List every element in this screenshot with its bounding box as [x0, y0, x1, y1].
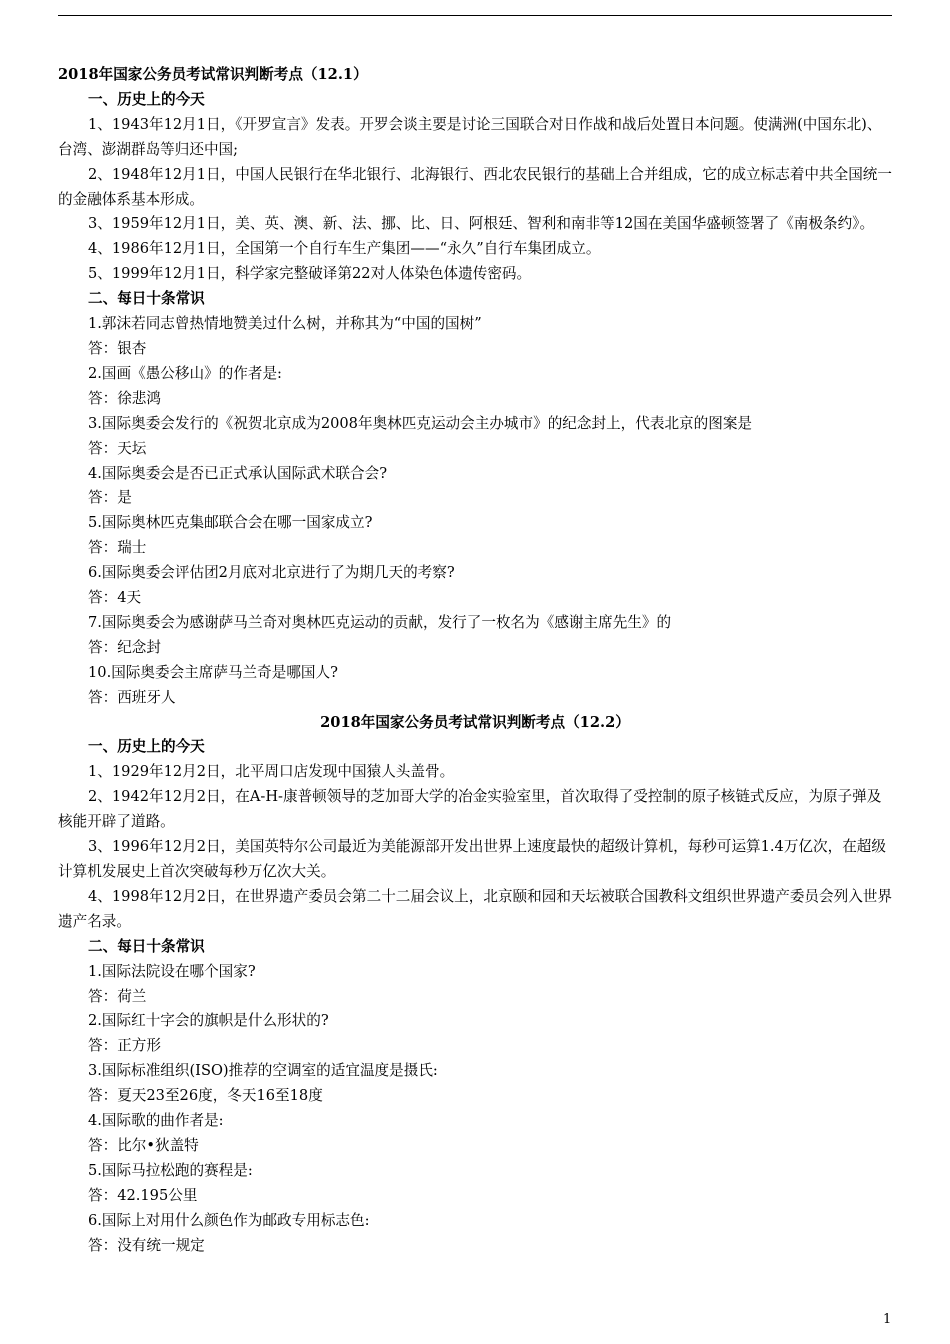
history-item: 5、1999年12月1日，科学家完整破译第22对人体染色体遗传密码。 [88, 265, 532, 283]
answer: 答：天坛 [88, 439, 147, 457]
page-number: 1 [883, 1312, 892, 1327]
section-1-history-heading: 一、历史上的今天 [88, 90, 205, 108]
question: 4.国际奥委会是否已正式承认国际武术联合会? [88, 464, 388, 482]
answer: 答：荷兰 [88, 987, 147, 1005]
question: 6.国际奥委会评估团2月底对北京进行了为期几天的考察? [88, 564, 455, 582]
answer: 答：徐悲鸿 [88, 389, 161, 407]
answer: 答：银杏 [88, 339, 147, 357]
header-rule [58, 15, 892, 16]
section-2-daily-heading: 二、每日十条常识 [88, 937, 205, 955]
section-1-title: 2018年国家公务员考试常识判断考点（12.1） [58, 66, 368, 83]
answer: 答：没有统一规定 [88, 1236, 205, 1254]
question: 5.国际奥林匹克集邮联合会在哪一国家成立? [88, 514, 373, 532]
answer: 答：42.195公里 [88, 1186, 198, 1204]
section-2-history-heading: 一、历史上的今天 [88, 738, 205, 756]
question: 6.国际上对用什么颜色作为邮政专用标志色: [88, 1211, 370, 1229]
document-body [58, 63, 892, 1259]
history-item: 2、1948年12月1日，中国人民银行在华北银行、北海银行、西北农民银行的基础上合并组成，它的成立标志着中共全国统一的金融体系基本形成。 [58, 165, 892, 208]
answer: 答：瑞士 [88, 539, 147, 557]
answer: 答：4天 [88, 589, 142, 607]
history-item: 2、1942年12月2日，在A-H-康普顿领导的芝加哥大学的冶金实验室里，首次取得了受控制的原子核链式反应，为原子弹及核能开辟了道路。 [58, 788, 882, 831]
question: 3.国际标准组织(ISO)推荐的空调室的适宜温度是摄氏: [88, 1062, 438, 1080]
question: 3.国际奥委会发行的《祝贺北京成为2008年奥林匹克运动会主办城市》的纪念封上，代表北京的图案是 [88, 414, 753, 432]
question: 1.郭沫若同志曾热情地赞美过什么树，并称其为“中国的国树” [88, 315, 482, 333]
history-item: 3、1959年12月1日，美、英、澳、新、法、挪、比、日、阿根廷、智利和南非等12国在美国华盛顿签署了《南极条约》。 [88, 215, 875, 233]
answer: 答：是 [88, 489, 132, 507]
answer: 答：纪念封 [88, 638, 161, 656]
section-1-daily-heading: 二、每日十条常识 [88, 290, 205, 308]
question: 5.国际马拉松跑的赛程是: [88, 1161, 253, 1179]
question: 10.国际奥委会主席萨马兰奇是哪国人? [88, 663, 338, 681]
history-item: 3、1996年12月2日，美国英特尔公司最近为美能源部开发出世界上速度最快的超级计算机，每秒可运算1.4万亿次，在超级计算机发展史上首次突破每秒万亿次大关。 [58, 838, 886, 880]
answer: 答：西班牙人 [88, 688, 176, 706]
answer: 答：比尔•狄盖特 [88, 1136, 199, 1154]
history-item: 4、1986年12月1日，全国第一个自行车生产集团——“永久”自行车集团成立。 [88, 240, 601, 258]
section-2-title: 2018年国家公务员考试常识判断考点（12.2） [320, 713, 630, 731]
question: 7.国际奥委会为感谢萨马兰奇对奥林匹克运动的贡献，发行了一枚名为《感谢主席先生》的 [88, 613, 672, 631]
question: 1.国际法院设在哪个国家? [88, 962, 256, 980]
history-item: 4、1998年12月2日，在世界遗产委员会第二十二届会议上，北京颐和园和天坛被联合国教科文组织世界遗产委员会列入世界遗产名录。 [58, 887, 892, 930]
answer: 答：夏天23至26度，冬天16至18度 [88, 1087, 323, 1105]
answer: 答：正方形 [88, 1037, 161, 1055]
question: 2.国画《愚公移山》的作者是: [88, 364, 282, 382]
history-item: 1、1929年12月2日，北平周口店发现中国猿人头盖骨。 [88, 763, 455, 781]
question: 4.国际歌的曲作者是: [88, 1112, 224, 1130]
question: 2.国际红十字会的旗帜是什么形状的? [88, 1012, 329, 1030]
history-item: 1、1943年12月1日，《开罗宣言》发表。开罗会谈主要是讨论三国联合对日作战和战后处置日本问题。使满洲(中国东北)、台湾、澎湖群岛等归还中国; [58, 115, 882, 158]
